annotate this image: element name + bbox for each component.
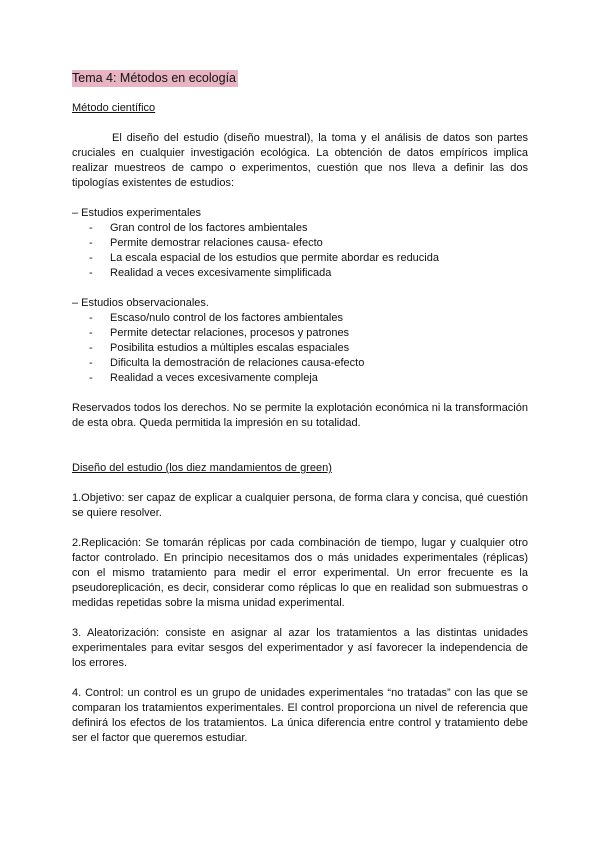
list-item: - La escala espacial de los estudios que permite abordar es reducida bbox=[72, 251, 528, 266]
list-item: - Realidad a veces excesivamente compleja bbox=[72, 371, 528, 386]
list-item: - Gran control de los factores ambientales bbox=[72, 221, 528, 236]
paragraph-aleatorizacion: 3. Aleatorización: consiste en asignar al azar los tratamientos a las distintas unidades experimentales para evitar sesgos del experimentador y así favorecer la independencia de los errores. bbox=[72, 627, 528, 669]
rights-notice: Reservados todos los derechos. No se permite la explotación económica ni la transformación de esta obra. Queda permitida la impresión en su totalidad. bbox=[72, 402, 528, 429]
list-item: - Permite detectar relaciones, procesos y patrones bbox=[72, 326, 528, 341]
experimental-studies-heading: – Estudios experimentales bbox=[72, 207, 202, 219]
section-heading-metodo-cientifico: Método científico bbox=[72, 102, 156, 114]
observational-studies-heading: – Estudios observacionales. bbox=[72, 297, 209, 309]
paragraph-control: 4. Control: un control es un grupo de unidades experimentales “no tratadas” con las que se comparan los tratamientos experimentales. El control proporciona un nivel de referencia que definirá los efectos de los tratamientos. La única diferencia entre control y tratamiento debe ser el factor que queremos estudiar. bbox=[72, 687, 528, 744]
paragraph-replicacion: 2.Replicación: Se tomarán réplicas por cada combinación de tiempo, lugar y cualquier otro factor controlado. En principio necesitamos dos o más unidades experimentales (réplicas) con el mismo tratamiento para medir el error experimental. Un error frecuente es la pseudoreplicación, es decir, considerar como réplicas lo que en realidad son submuestras o medidas repetidas sobre la misma unidad experimental. bbox=[72, 537, 528, 609]
document-page bbox=[72, 70, 528, 746]
experimental-studies-block bbox=[72, 206, 528, 281]
experimental-studies-list bbox=[72, 221, 528, 281]
list-item: - Escaso/nulo control de los factores ambientales bbox=[72, 311, 528, 326]
intro-paragraph: El diseño del estudio (diseño muestral), la toma y el análisis de datos son partes cruciales en cualquier investigación ecológica. La obtención de datos empíricos implica realizar muestreos de campo o experimentos, cuestión que nos lleva a definir las dos tipologías existentes de estudios: bbox=[72, 132, 528, 189]
list-item: - Dificulta la demostración de relaciones causa-efecto bbox=[72, 356, 528, 371]
document-title: Tema 4: Métodos en ecología bbox=[72, 71, 236, 85]
section-heading-diseno-estudio: Diseño del estudio (los diez mandamientos de green) bbox=[72, 462, 332, 474]
list-item: - Permite demostrar relaciones causa- efecto bbox=[72, 236, 528, 251]
observational-studies-block bbox=[72, 296, 528, 386]
observational-studies-list bbox=[72, 311, 528, 386]
paragraph-objetivo: 1.Objetivo: ser capaz de explicar a cualquier persona, de forma clara y concisa, qué cuestión se quiere resolver. bbox=[72, 492, 528, 519]
list-item: - Posibilita estudios a múltiples escalas espaciales bbox=[72, 341, 528, 356]
list-item: - Realidad a veces excesivamente simplificada bbox=[72, 266, 528, 281]
